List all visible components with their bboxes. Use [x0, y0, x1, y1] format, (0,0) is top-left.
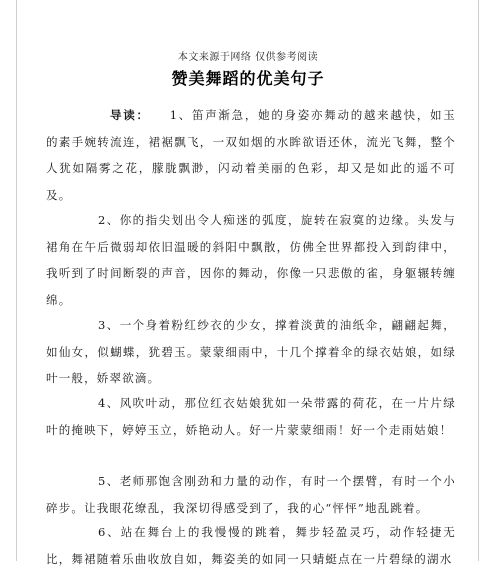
paragraph-text: 4、风吹叶动，那位红衣姑娘犹如一朵带露的荷花，在一片片绿叶的掩映下，婷婷玉立，娇艳动人。好一片蒙蒙细雨！好一个走雨姑娘！	[46, 396, 456, 437]
paragraph-5	[46, 468, 456, 521]
paragraph-text: 5、老师那饱含刚劲和力量的动作，有时一个摆臂，有时一个小碎步。让我眼花缭乱，我深切得感受到了，我的心“怦怦”地乱跳着。	[46, 474, 456, 515]
paragraph-4	[46, 390, 456, 443]
intro-label: 导读：	[110, 108, 150, 122]
intro-paragraph	[46, 102, 456, 208]
source-note: 本文来源于网络 仅供参考阅读	[177, 52, 319, 63]
paragraph-text: 3、一个身着粉红纱衣的少女，撑着淡黄的油纸伞，翩翩起舞，如仙女，似蝴蝶，犹碧玉。蒙蒙细雨中，十几个撑着伞的绿衣姑娘，如绿叶一般，娇翠欲滴。	[46, 318, 456, 385]
paragraph-3	[46, 312, 456, 392]
paragraph-6	[46, 519, 456, 572]
paragraph-text: 2、你的指尖划出令人痴迷的弧度，旋转在寂寞的边缘。头发与裙角在午后微弱却依旧温暖的斜阳中飘散，仿佛全世界都投入到韵律中，我听到了时间断裂的声音，因你的舞动，你像一只悲傲的雀，身躯辗转缠绵。	[46, 213, 456, 307]
paragraph-text: 6、站在舞台上的我慢慢的跳着，舞步轻盈灵巧，动作轻捷无比，舞裙随着乐曲收放自如，舞姿美的如同一只蜻蜓点在一片碧绿的湖水	[46, 525, 456, 566]
intro-text: 1、笛声渐急，她的身姿亦舞动的越来越快，如玉的素手婉转流连，裙裾飘飞，一双如烟的水眸欲语还休，流光飞舞，整个人犹如隔雾之花，朦胧飘渺，闪动着美丽的色彩，却又是如此的遥不可及。	[46, 108, 456, 202]
paragraph-2	[46, 207, 456, 313]
document-title: 赞美舞蹈的优美句子	[171, 69, 325, 88]
